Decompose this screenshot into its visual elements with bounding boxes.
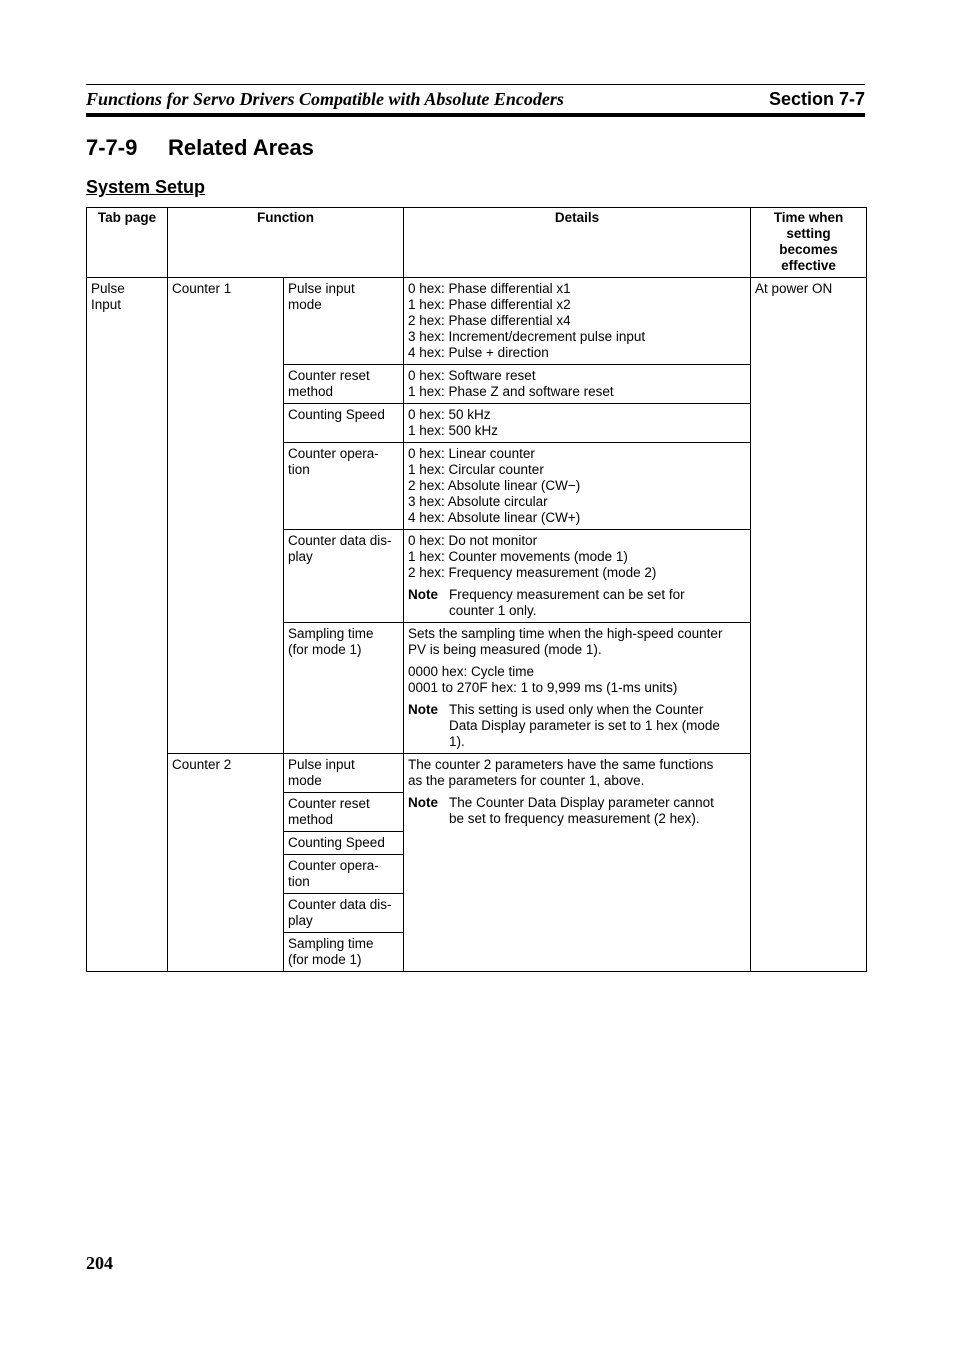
details-cell: The counter 2 parameters have the same functions as the parameters for counter 1, above. Note The Counter Data Display parameter cannot be set to frequency measurement (2 hex). bbox=[404, 754, 751, 972]
table-header-row bbox=[87, 208, 867, 278]
time-effective-cell: At power ON bbox=[751, 278, 867, 972]
param-cell: Counter opera- tion bbox=[284, 855, 404, 894]
note bbox=[408, 702, 746, 750]
details-cell: 0 hex: Linear counter 1 hex: Circular counter 2 hex: Absolute linear (CW−) 3 hex: Absolute circular 4 hex: Absolute linear (CW+) bbox=[404, 443, 751, 530]
param-cell: Counter reset method bbox=[284, 793, 404, 832]
param-cell: Pulse input mode bbox=[284, 754, 404, 793]
note-text: Frequency measurement can be set for counter 1 only. bbox=[449, 587, 685, 618]
header-tab-page: Tab page bbox=[87, 208, 168, 278]
note-text: The Counter Data Display parameter cannot be set to frequency measurement (2 hex). bbox=[449, 795, 714, 826]
param-cell: Counter data dis- play bbox=[284, 894, 404, 933]
details-cell: 0 hex: 50 kHz 1 hex: 500 kHz bbox=[404, 404, 751, 443]
header-top-rule bbox=[86, 84, 865, 85]
header-time-effective: Time when setting becomes effective bbox=[751, 208, 867, 278]
header-function: Function bbox=[168, 208, 404, 278]
param-cell: Counter reset method bbox=[284, 365, 404, 404]
param-cell: Pulse input mode bbox=[284, 278, 404, 365]
note bbox=[408, 587, 746, 619]
running-header-title: Functions for Servo Drivers Compatible with Absolute Encoders bbox=[86, 89, 564, 109]
details-cell: 0 hex: Software reset 1 hex: Phase Z and software reset bbox=[404, 365, 751, 404]
header-details: Details bbox=[404, 208, 751, 278]
header-bottom-rule bbox=[86, 113, 865, 117]
param-cell: Counter opera- tion bbox=[284, 443, 404, 530]
section-title: Related Areas bbox=[168, 135, 314, 160]
tab-page-cell: Pulse Input bbox=[87, 278, 168, 972]
counter2-cell: Counter 2 bbox=[168, 754, 284, 972]
note-label: Note bbox=[408, 795, 438, 810]
param-cell: Counting Speed bbox=[284, 832, 404, 855]
param-cell: Counting Speed bbox=[284, 404, 404, 443]
table-row bbox=[87, 278, 867, 365]
param-cell: Sampling time (for mode 1) bbox=[284, 933, 404, 972]
note-text: This setting is used only when the Counter Data Display parameter is set to 1 hex (mode 1). bbox=[449, 702, 720, 749]
details-cell: 0 hex: Phase differential x1 1 hex: Phase differential x2 2 hex: Phase differential x4 3 hex: Increment/decrement pulse input 4 hex: Pulse + direction bbox=[404, 278, 751, 365]
section-number: 7-7-9 bbox=[86, 135, 138, 160]
note-label: Note bbox=[408, 587, 438, 602]
param-cell: Sampling time (for mode 1) bbox=[284, 623, 404, 754]
page-number: 204 bbox=[86, 1253, 113, 1273]
note bbox=[408, 795, 746, 827]
running-header-section: Section 7-7 bbox=[768, 89, 865, 109]
table-row bbox=[87, 754, 867, 793]
counter1-cell: Counter 1 bbox=[168, 278, 284, 754]
details-cell: 0 hex: Do not monitor 1 hex: Counter movements (mode 1) 2 hex: Frequency measurement (mode 2) Note Frequency measurement can be set for counter 1 only. bbox=[404, 530, 751, 623]
sub-heading: System Setup bbox=[86, 177, 206, 197]
section-heading bbox=[86, 135, 314, 161]
details-cell: Sets the sampling time when the high-speed counter PV is being measured (mode 1). 0000 hex: Cycle time 0001 to 270F hex: 1 to 9,999 ms (1-ms units) Note This setting is used only when the Counter Data Display parameter is set to 1 hex (mode 1). bbox=[404, 623, 751, 754]
param-cell: Counter data dis- play bbox=[284, 530, 404, 623]
note-label: Note bbox=[408, 702, 438, 717]
system-setup-table bbox=[86, 207, 867, 972]
